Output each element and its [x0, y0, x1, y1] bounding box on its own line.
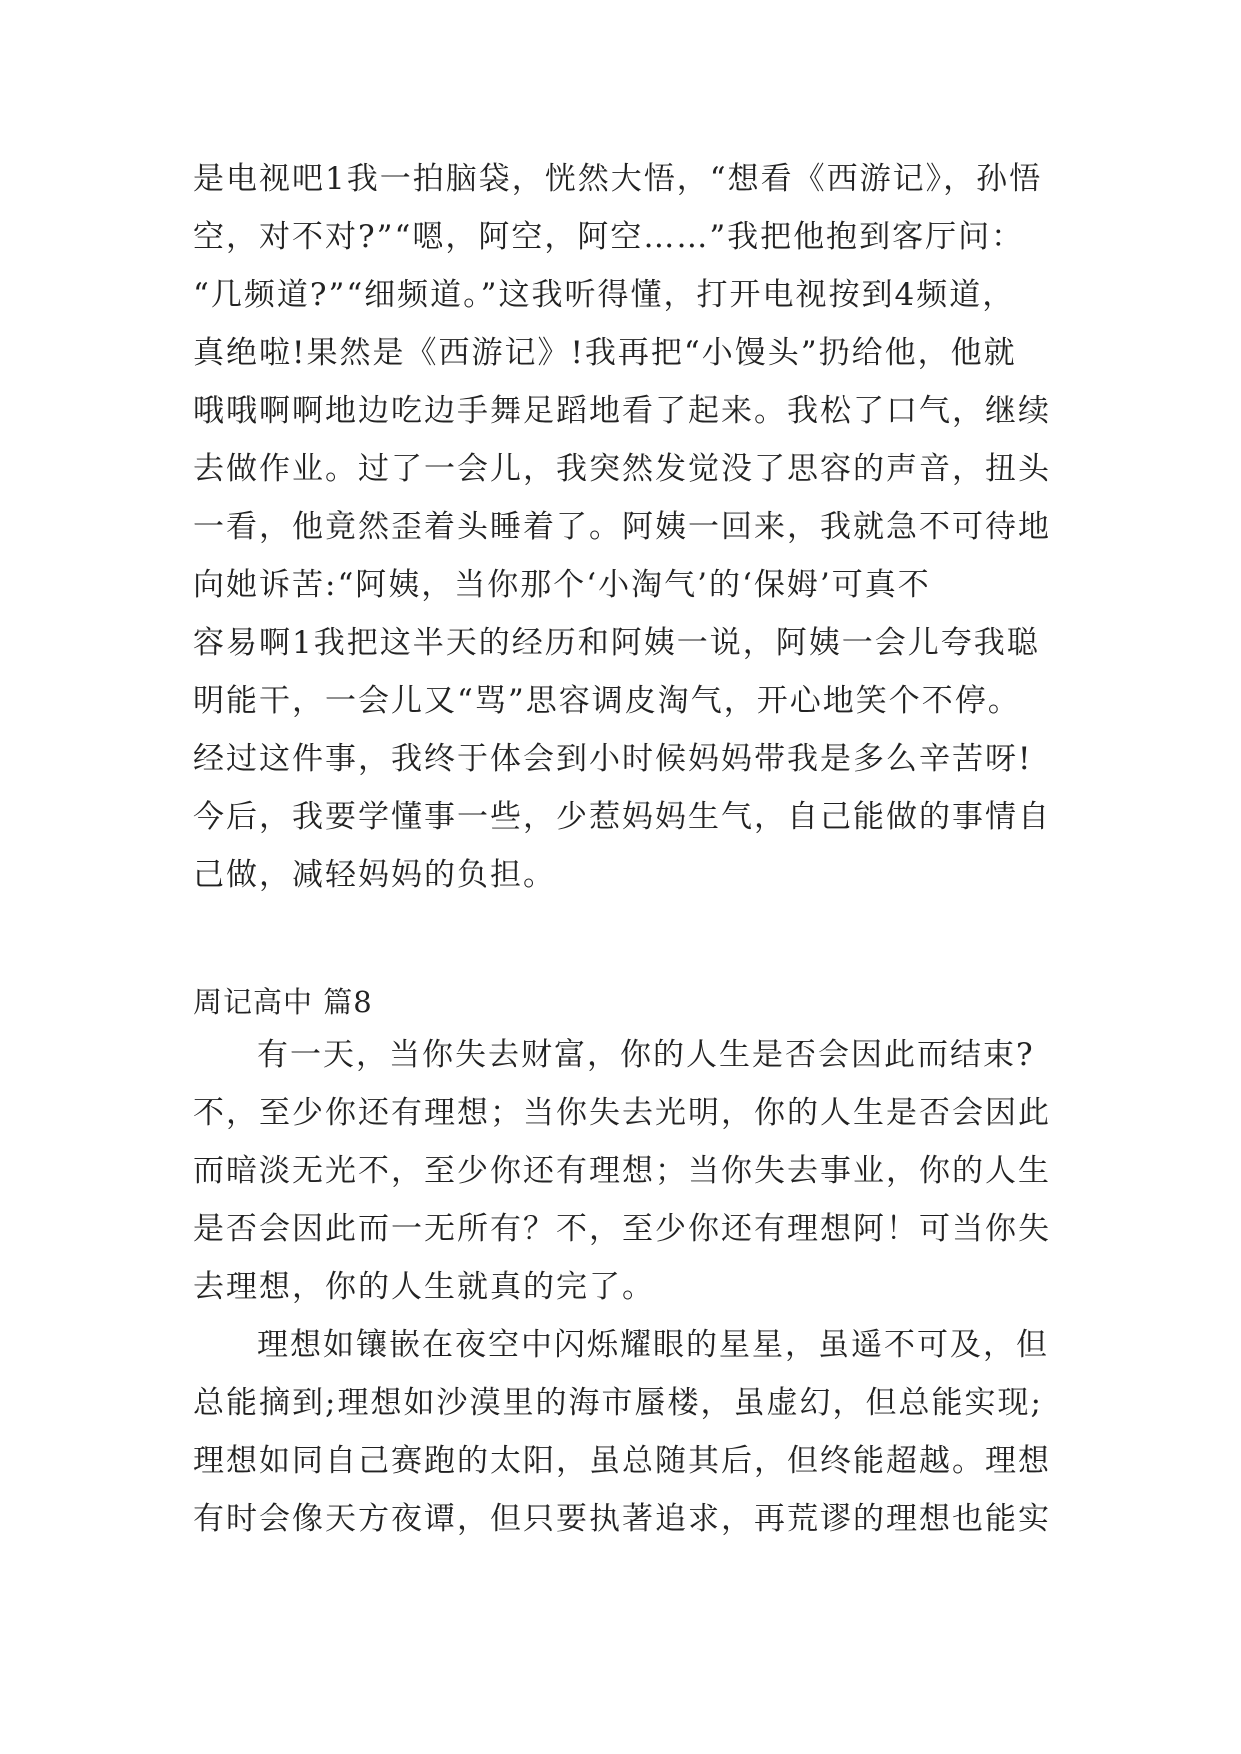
- paragraph-line: 去做作业。过了一会儿，我突然发觉没了思容的声音，扭头: [193, 451, 1051, 487]
- paragraph-line: 是否会因此而一无所有？不，至少你还有理想阿！可当你失: [193, 1211, 1051, 1247]
- paragraph-line: 不，至少你还有理想；当你失去光明，你的人生是否会因此: [193, 1095, 1051, 1131]
- paragraph-line: 经过这件事，我终于体会到小时候妈妈带我是多么辛苦呀!: [193, 741, 1033, 777]
- paragraph-line: 空，对不对?”“嗯，阿空，阿空……”我把他抱到客厅问：: [193, 219, 1025, 255]
- paragraph-line: 明能干，一会儿又“骂”思容调皮淘气，开心地笑个不停。: [193, 683, 1021, 719]
- paragraph-line: 有时会像天方夜谭，但只要执著追求，再荒谬的理想也能实: [193, 1501, 1051, 1537]
- paragraph-line: 有一天，当你失去财富，你的人生是否会因此而结束?: [257, 1037, 1035, 1073]
- paragraph-line: 容易啊1我把这半天的经历和阿姨一说，阿姨一会儿夸我聪: [193, 625, 1040, 661]
- paragraph-line: 理想如同自己赛跑的太阳，虽总随其后，但终能超越。理想: [193, 1443, 1051, 1479]
- paragraph-line: 真绝啦!果然是《西游记》!我再把“小馒头”扔给他，他就: [193, 335, 1017, 371]
- paragraph-line: 一看，他竟然歪着头睡着了。阿姨一回来，我就急不可待地: [193, 509, 1051, 545]
- paragraph-line: 而暗淡无光不，至少你还有理想；当你失去事业，你的人生: [193, 1153, 1051, 1189]
- paragraph-line: 己做，减轻妈妈的负担。: [193, 857, 556, 893]
- paragraph-line: 向她诉苦:“阿姨，当你那个‘小淘气’的‘保姆’可真不: [193, 567, 931, 603]
- paragraph-line: 总能摘到;理想如沙漠里的海市蜃楼，虽虚幻，但总能实现;: [193, 1385, 1043, 1421]
- section-heading: 周记高中 篇8: [193, 985, 373, 1019]
- paragraph-line: 哦哦啊啊地边吃边手舞足蹈地看了起来。我松了口气，继续: [193, 393, 1051, 429]
- paragraph-line: “几频道?”“细频道。”这我听得懂，打开电视按到4频道，: [193, 277, 1016, 313]
- paragraph-line: 是电视吧1我一拍脑袋，恍然大悟，“想看《西游记》，孙悟: [193, 161, 1043, 197]
- paragraph-line: 今后，我要学懂事一些，少惹妈妈生气，自己能做的事情自: [193, 799, 1051, 835]
- paragraph-line: 理想如镶嵌在夜空中闪烁耀眼的星星，虽遥不可及，但: [257, 1327, 1049, 1363]
- paragraph-line: 去理想，你的人生就真的完了。: [193, 1269, 655, 1305]
